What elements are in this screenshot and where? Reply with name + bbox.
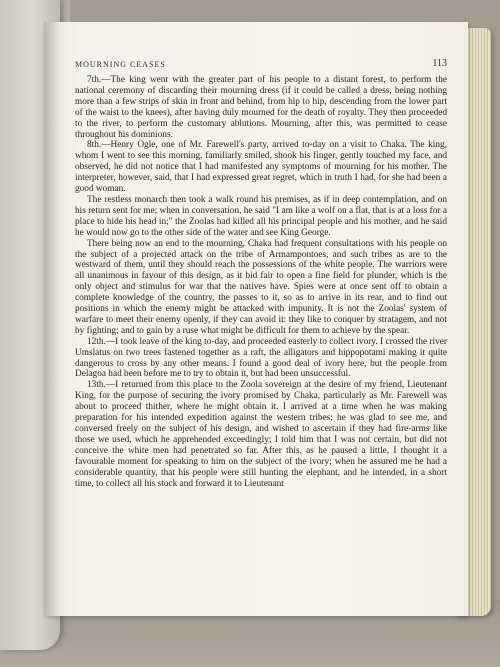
running-head	[75, 58, 447, 72]
running-title: MOURNING CEASES	[75, 60, 166, 69]
paragraph-8th: 8th.—Henry Ogle, one of Mr. Farewell's party, arrived to-day on a visit to Chaka. The king, whom I went to see this morning, familiarly smiled, shook his finger, gently touched my face, and observed, he did not notice that I had manifested any symptoms of mourning for his mother. The interpreter, however, said, that I had expressed great regret, which in truth I had, for she had been a good woman.	[75, 140, 447, 195]
page-number: 113	[432, 58, 447, 69]
book-page	[44, 22, 468, 616]
paragraph-7th: 7th.—The king went with the greater part of his people to a distant forest, to perform the national ceremony of discarding their mourning dress (if it could be called a dress, being nothing more than a few strips of skin in front and behind, from hip to hip, descending from the lower part of the waist to the knees), after having duly mourned for the death of royalty. They then proceeded to the river, to perform the customary ablutions. Mourning, after this, was permitted to cease throughout his dominions.	[75, 75, 447, 140]
page-gutter-shadow	[44, 22, 60, 616]
paragraph-restless-monarch: The restless monarch then took a walk round his premises, as if in deep contemplation, and on his return sent for me; when in conversation, he said "I am like a wolf on a flat, that is at a loss for a place to hide his head in;" the Zoolas had killed all his principal people and his mother, and he said he would now go to the other side of the water and see King George.	[75, 194, 447, 238]
paragraph-13th: 13th.—I returned from this place to the Zoola sovereign at the desire of my friend, Lieutenant King, for the purpose of securing the ivory promised by Chaka, particularly as Mr. Farewell was about to proceed thither, where he might obtain it. I arrived at a time when he was making preparation for his intended expedition against the western tribes; he was glad to see me, and conversed freely on the subject of his design, and wished to ascertain if they had fire-arms like those we used, which he apprehended exceedingly; I told him that I was not certain, but did not conceive the white men had penetrated so far. After this, as he paused a little, I thought it a favourable moment for speaking to him on the subject of the ivory; when he assured me he had a considerable quantity, that his people were still hunting the elephant, and he intended, in a short time, to collect all his stock and forward it to Lieutenant	[75, 380, 447, 489]
body-text	[75, 75, 447, 489]
paragraph-mourning-end: There being now an end to the mourning, Chaka had frequent consultations with his people on the subject of a projected attack on the tribe of Armampontoes, and such tribes as are to the westward of them, until they should reach the possessions of the white people. The warriors were all unanimous in favour of this design, as it bid fair to open a fine field for plunder, which is the only object and stimulus for war that the natives have. Spies were at once sent off to obtain a complete knowledge of the country, the passes to it, so as to arrive in its rear, and to find out positions in which the enemy might be attacked with impunity. It is not the Zoolas' system of warfare to meet their enemy openly, if they can avoid it: they like to conquer by stratagem, and not by fighting; and to gain by a ruse what might be difficult for them to achieve by the spear.	[75, 238, 447, 336]
paragraph-12th: 12th.—I took leave of the king to-day, and proceeded easterly to collect ivory. I crossed the river Umslatus on two trees fastened together as a raft, the alligators and hippopotami making it quite dangerous to cross by any other means. I found a good deal of ivory here, but the people from Delagoa had been before me to try to obtain it, but had been unsuccessful.	[75, 336, 447, 380]
